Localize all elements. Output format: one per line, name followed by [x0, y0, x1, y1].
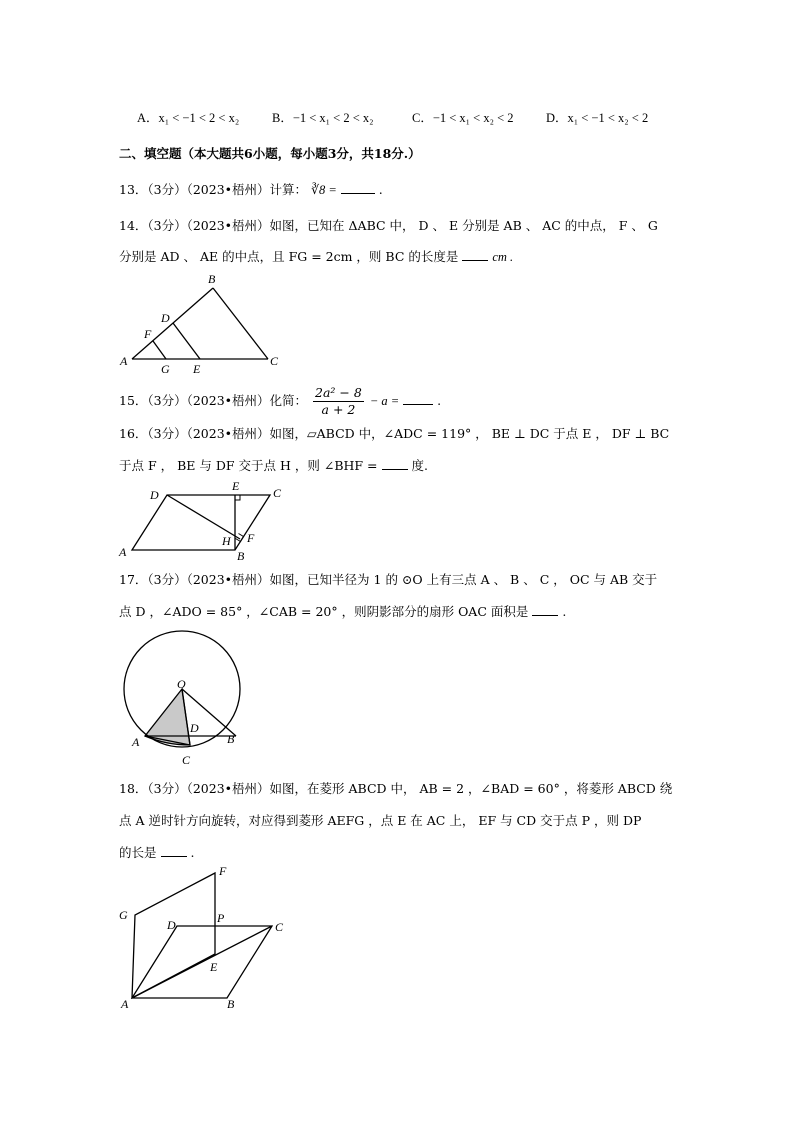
question-18-line3 — [119, 844, 194, 862]
question-16-line2 — [119, 457, 428, 475]
option-d: D．x₁ < −1 < x₂ < 2 — [546, 111, 649, 125]
question-18-line1: 18．（3分）（2023•梧州）如图，在菱形 ABCD 中， AB = 2 ，∠BAD = 60° ，将菱形 ABCD 绕 — [119, 781, 673, 796]
question-15 — [119, 384, 441, 418]
fig16-label-a: A — [119, 545, 127, 559]
q15-answer-blank — [403, 392, 433, 405]
fig16-label-b: B — [237, 549, 245, 563]
fig18-label-e: E — [210, 960, 218, 974]
fig16-label-f: F — [247, 531, 255, 545]
option-a: A．x₁ < −1 < 2 < x₂ — [137, 111, 240, 125]
q15-suffix: . — [437, 393, 442, 408]
fig17-label-a: A — [132, 735, 140, 749]
fig18-label-g: G — [119, 908, 128, 922]
fig18-label-f: F — [219, 864, 227, 878]
section-heading: 二、填空题（本大题共6小题，每小题3分，共18分.） — [119, 146, 421, 161]
q16-answer-blank — [382, 457, 408, 470]
figure-18-rhombus — [115, 862, 305, 1017]
q15-denominator: a + 2 — [321, 402, 356, 417]
fig18-label-a: A — [121, 997, 129, 1011]
q18-line3-prefix: 的长是 — [119, 845, 157, 860]
q17-line2-prefix: 点 D ，∠ADO = 85° ，∠CAB = 20° ，则阴影部分的扇形 OAC 面积是 — [119, 604, 529, 619]
q14-line2-prefix: 分别是 AD 、 AE 的中点，且 FG = 2cm ，则 BC 的长度是 — [119, 249, 459, 264]
fig17-label-d: D — [190, 721, 199, 735]
q15-numerator: 2a² − 8 — [315, 385, 362, 400]
q14-answer-blank — [462, 248, 488, 261]
fig14-label-g: G — [161, 362, 170, 376]
q13-expr: ∛8 = — [311, 183, 337, 197]
question-17-line2 — [119, 603, 566, 621]
q17-answer-blank — [532, 603, 558, 616]
fig14-label-a: A — [120, 354, 128, 368]
question-17-line1: 17．（3分）（2023•梧州）如图，已知半径为 1 的 ⊙O 上有三点 A 、 B 、 C ， OC 与 AB 交于 — [119, 572, 658, 587]
question-14-line2 — [119, 248, 513, 266]
fig18-label-d: D — [167, 918, 176, 932]
question-14-line1: 14．（3分）（2023•梧州）如图，已知在 ΔABC 中， D 、 E 分别是 AB 、 AC 的中点， F 、 G — [119, 218, 658, 233]
question-13 — [119, 181, 383, 199]
figure-14-triangle — [115, 272, 295, 377]
q16-line2-prefix: 于点 F ， BE 与 DF 交于点 H ，则 ∠BHF = — [119, 458, 378, 473]
fig14-label-c: C — [270, 354, 279, 368]
figure-17-circle — [115, 628, 255, 768]
fig16-label-c: C — [273, 486, 282, 500]
q16-line2-suffix: 度. — [411, 458, 428, 473]
fig14-label-b: B — [208, 272, 216, 286]
fig16-label-h: H — [222, 534, 231, 548]
q18-answer-blank — [161, 844, 187, 857]
q14-line2-suffix: cm . — [492, 250, 514, 264]
q15-prefix: 15．（3分）（2023•梧州）化简： — [119, 393, 308, 408]
q13-answer-blank — [341, 181, 375, 194]
fig17-label-o: O — [177, 677, 186, 691]
option-c: C．−1 < x₁ < x₂ < 2 — [412, 111, 514, 125]
fig14-label-f: F — [144, 327, 152, 341]
option-b: B．−1 < x₁ < 2 < x₂ — [272, 111, 374, 125]
q13-prefix: 13．（3分）（2023•梧州）计算： — [119, 182, 308, 197]
q15-tail: − a = — [369, 394, 400, 408]
fig16-label-e: E — [232, 479, 240, 493]
fig17-label-c: C — [182, 753, 191, 767]
fig14-label-e: E — [193, 362, 201, 376]
q18-line3-suffix: . — [190, 845, 195, 860]
fig18-label-c: C — [275, 920, 284, 934]
question-18-line2: 点 A 逆时针方向旋转，对应得到菱形 AEFG ，点 E 在 AC 上， EF 与 CD 交于点 P ，则 DP — [119, 813, 642, 828]
fig14-label-d: D — [161, 311, 170, 325]
fig16-label-d: D — [150, 488, 159, 502]
fig17-label-b: B — [227, 732, 235, 746]
q13-suffix: . — [378, 182, 383, 197]
q15-fraction — [313, 385, 364, 418]
fig18-label-b: B — [227, 997, 235, 1011]
q17-line2-suffix: . — [562, 604, 567, 619]
question-16-line1: 16．（3分）（2023•梧州）如图，▱ABCD 中，∠ADC = 119° ， BE ⊥ DC 于点 E ， DF ⊥ BC — [119, 426, 670, 441]
figure-16-parallelogram — [115, 478, 305, 563]
fig18-label-p: P — [217, 911, 225, 925]
